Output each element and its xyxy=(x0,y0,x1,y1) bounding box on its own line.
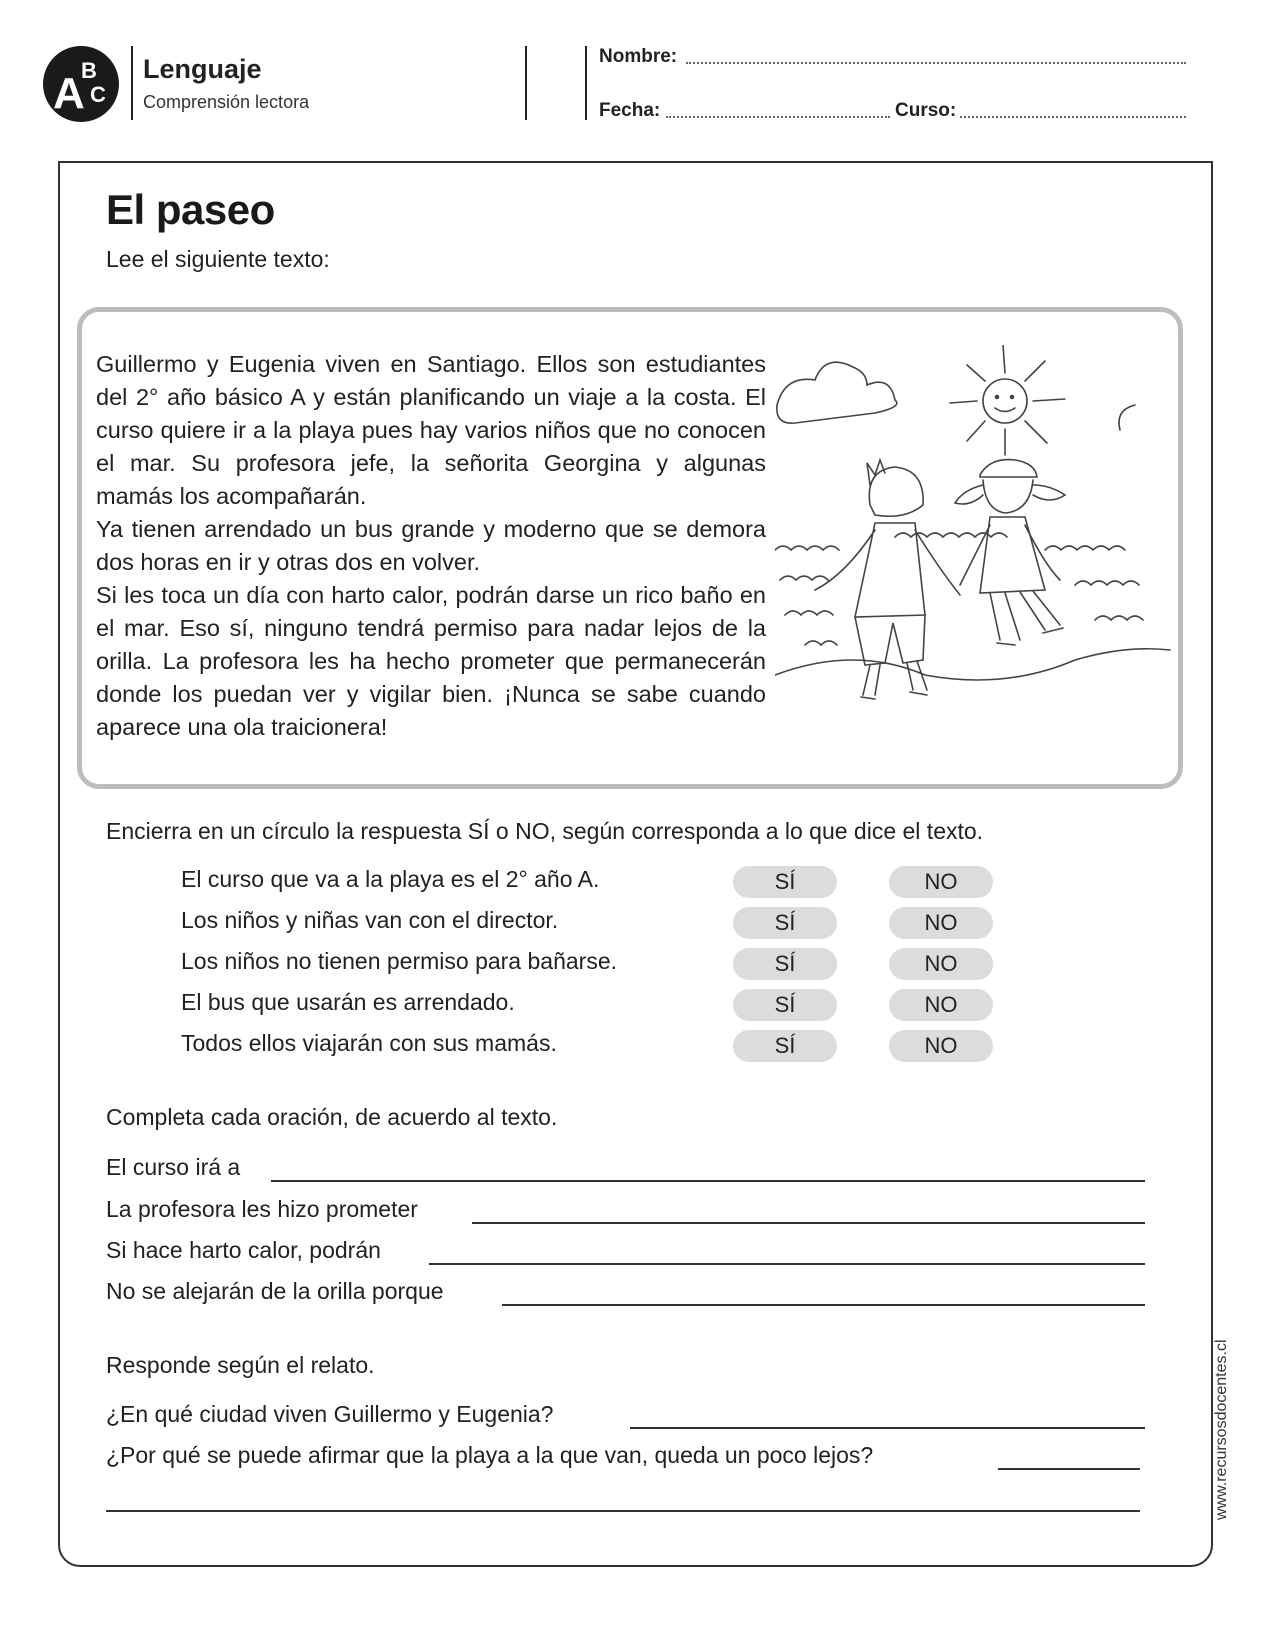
yes-option-1[interactable]: SÍ xyxy=(733,866,837,898)
yes-option-3[interactable]: SÍ xyxy=(733,948,837,980)
question-1: ¿En qué ciudad viven Guillermo y Eugenia? xyxy=(106,1401,554,1427)
reading-instruction: Lee el siguiente texto: xyxy=(106,246,330,272)
sun-icon xyxy=(950,345,1065,455)
statement-3: Los niños no tienen permiso para bañarse. xyxy=(181,948,618,974)
question-2-answer-line-2[interactable] xyxy=(106,1510,1140,1512)
header-divider-1 xyxy=(131,46,133,120)
logo-letter-b: B xyxy=(81,58,97,83)
section3-instruction: Responde según el relato. xyxy=(106,1352,375,1378)
answer-line-2[interactable] xyxy=(472,1222,1145,1224)
logo-letter-c: C xyxy=(90,82,106,107)
no-option-4[interactable]: NO xyxy=(889,989,993,1021)
logo-letter-a: A xyxy=(53,69,85,118)
date-label: Fecha: xyxy=(599,100,661,121)
bird-icon xyxy=(1119,405,1135,430)
answer-line-1[interactable] xyxy=(271,1180,1145,1182)
statement-5: Todos ellos viajarán con sus mamás. xyxy=(181,1030,557,1056)
page-title: El paseo xyxy=(106,186,275,233)
no-option-3[interactable]: NO xyxy=(889,948,993,980)
header-divider-2 xyxy=(525,46,527,120)
yes-option-2[interactable]: SÍ xyxy=(733,907,837,939)
date-field[interactable] xyxy=(666,116,890,118)
story-text xyxy=(96,348,766,744)
question-2: ¿Por qué se puede afirmar que la playa a la que van, queda un poco lejos? xyxy=(106,1442,874,1468)
beach-illustration xyxy=(775,345,1175,730)
course-label: Curso: xyxy=(895,100,957,121)
yes-option-5[interactable]: SÍ xyxy=(733,1030,837,1062)
no-option-1[interactable]: NO xyxy=(889,866,993,898)
girl-figure xyxy=(955,460,1065,645)
statement-4: El bus que usarán es arrendado. xyxy=(181,989,515,1015)
subject-title: Lenguaje xyxy=(143,54,262,84)
no-option-2[interactable]: NO xyxy=(889,907,993,939)
story-paragraph-3: Si les toca un día con harto calor, podrán darse un rico baño en el mar. Eso sí, ninguno tendrá permiso para nadar lejos de la orilla. La profesora les ha hecho prometer que permanecerán donde los puedan ver y vigilar bien. ¡Nunca se sabe cuando aparece una ola traicionera! xyxy=(96,582,766,740)
no-option-5[interactable]: NO xyxy=(889,1030,993,1062)
course-field[interactable] xyxy=(960,116,1186,118)
name-label: Nombre: xyxy=(599,46,678,67)
story-paragraph-2: Ya tienen arrendado un bus grande y moderno que se demora dos horas en ir y otras dos en volver. xyxy=(96,516,766,575)
question-1-answer-line[interactable] xyxy=(630,1427,1145,1429)
header-divider-3 xyxy=(585,46,587,120)
section2-instruction: Completa cada oración, de acuerdo al texto. xyxy=(106,1104,558,1130)
yes-option-4[interactable]: SÍ xyxy=(733,989,837,1021)
answer-line-3[interactable] xyxy=(429,1263,1145,1265)
waves-icon xyxy=(775,533,1170,680)
story-paragraph-1: Guillermo y Eugenia viven en Santiago. Ellos son estudiantes del 2° año básico A y están planificando un viaje a la costa. El curso quiere ir a la playa pues hay varios niños que no conocen el mar. Su profesora jefe, la señorita Georgina y algunas mamás los acompañarán. xyxy=(96,351,766,509)
statement-2: Los niños y niñas van con el director. xyxy=(181,907,559,933)
cloud-icon xyxy=(777,362,897,423)
sentence-1: El curso irá a xyxy=(106,1154,241,1180)
question-2-answer-line[interactable] xyxy=(998,1468,1140,1470)
name-field[interactable] xyxy=(686,62,1186,64)
answer-line-4[interactable] xyxy=(502,1304,1145,1306)
subject-subtitle: Comprensión lectora xyxy=(143,92,310,112)
sentence-2: La profesora les hizo prometer xyxy=(106,1196,418,1222)
section1-instruction: Encierra en un círculo la respuesta SÍ o NO, según corresponda a lo que dice el texto. xyxy=(106,818,984,844)
sentence-4: No se alejarán de la orilla porque xyxy=(106,1278,444,1304)
abc-logo xyxy=(43,46,119,122)
sentence-3: Si hace harto calor, podrán xyxy=(106,1237,381,1263)
statement-1: El curso que va a la playa es el 2° año A. xyxy=(181,866,600,892)
website-watermark: www.recursosdocentes.cl xyxy=(1213,1339,1230,1520)
